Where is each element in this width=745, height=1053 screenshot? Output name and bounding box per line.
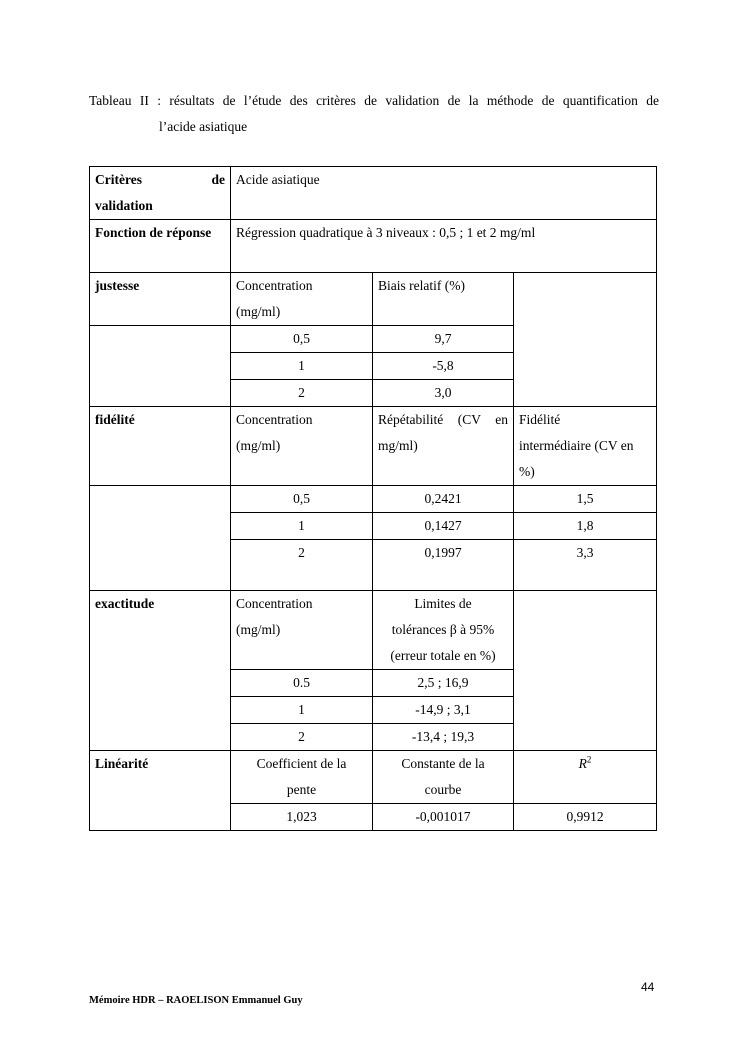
exactitude-header-row [90,591,657,670]
justesse-bias-header: Biais relatif (%) [373,273,514,326]
justesse-empty-cell [514,273,657,407]
linearite-intercept-header-line1: Constante de la [401,756,485,771]
linearite-header-row [90,751,657,804]
fidelite-inter-header-line2: intermédiaire (CV en [519,438,634,453]
justesse-conc-value: 2 [231,380,373,407]
linearite-intercept-value: -0,001017 [373,804,514,831]
exactitude-limits-header [373,591,514,670]
criteria-header-word2: de [211,172,225,187]
exactitude-conc-header [231,591,373,670]
criteria-header-word3: validation [95,198,153,213]
exactitude-limits-header-line2: tolérances β à 95% [391,622,495,637]
exactitude-limits-value: -13,4 ; 19,3 [373,724,514,751]
fidelite-label: fidélité [90,407,231,486]
r2-exponent: 2 [586,754,592,765]
fidelite-repeat-value: 0,1427 [373,513,514,540]
fidelite-conc-value: 1 [231,513,373,540]
exactitude-limits-value: -14,9 ; 3,1 [373,697,514,724]
caption-line-2: l’acide asiatique [159,119,248,134]
linearite-r2-value: 0,9912 [514,804,657,831]
linearite-r2-header [514,751,657,804]
justesse-bias-value: 9,7 [373,326,514,353]
justesse-conc-header-line1: Concentration [236,278,313,293]
justesse-conc-value: 0,5 [231,326,373,353]
fidelite-repeat-header-line2: mg/ml) [378,438,418,453]
exactitude-conc-value: 2 [231,724,373,751]
exactitude-limits-header-line1: Limites de [414,596,472,611]
justesse-label-spacer [90,326,231,407]
exactitude-label: exactitude [90,591,231,751]
fidelite-conc-value: 2 [231,540,373,591]
linearite-intercept-header-line2: courbe [424,782,462,797]
justesse-conc-header-line2: (mg/ml) [236,304,281,319]
linearite-slope-header-line2: pente [286,782,317,797]
linearite-label: Linéarité [90,751,231,831]
footer-text: Mémoire HDR – RAOELISON Emmanuel Guy [89,995,303,1006]
response-function-value: Régression quadratique à 3 niveaux : 0,5 ; 1 et 2 mg/ml [231,220,657,273]
fidelite-label-spacer [90,486,231,591]
r2-symbol: R [578,756,587,771]
justesse-bias-value: 3,0 [373,380,514,407]
exactitude-conc-header-line2: (mg/ml) [236,622,281,637]
fidelite-repeat-value: 0,2421 [373,486,514,513]
justesse-header-row [90,273,657,326]
page-number: 44 [641,980,655,994]
criteria-header-cell [90,167,231,220]
fidelite-repeat-header-line1: Répétabilité (CV en [378,412,508,427]
justesse-label: justesse [90,273,231,326]
response-function-row [90,220,657,273]
criteria-header-word1: Critères [95,172,142,187]
exactitude-limits-header-line3: (erreur totale en %) [390,648,496,663]
fidelite-conc-value: 0,5 [231,486,373,513]
fidelite-inter-header-line3: %) [519,464,535,479]
linearite-slope-value: 1,023 [231,804,373,831]
fidelite-inter-header [514,407,657,486]
fidelite-inter-value: 3,3 [514,540,657,591]
caption-line-1: Tableau II : résultats de l’étude des critères de validation de la méthode de quantification de [89,93,659,108]
linearite-slope-header-line1: Coefficient de la [256,756,347,771]
validation-results-table [89,166,657,831]
linearite-intercept-header [373,751,514,804]
exactitude-empty-cell [514,591,657,751]
fidelite-repeat-header [373,407,514,486]
fidelite-conc-header-line1: Concentration [236,412,313,427]
response-function-label: Fonction de réponse [90,220,231,273]
table-row [90,486,657,513]
exactitude-conc-value: 1 [231,697,373,724]
fidelite-conc-header [231,407,373,486]
justesse-bias-value: -5,8 [373,353,514,380]
fidelite-conc-header-line2: (mg/ml) [236,438,281,453]
exactitude-limits-value: 2,5 ; 16,9 [373,670,514,697]
fidelite-inter-value: 1,8 [514,513,657,540]
exactitude-conc-value: 0.5 [231,670,373,697]
table-caption [89,88,659,140]
fidelite-header-row [90,407,657,486]
header-row [90,167,657,220]
substance-header-cell: Acide asiatique [231,167,657,220]
exactitude-conc-header-line1: Concentration [236,596,313,611]
fidelite-inter-header-line1: Fidélité [519,412,561,427]
fidelite-repeat-value: 0,1997 [373,540,514,591]
justesse-conc-value: 1 [231,353,373,380]
linearite-slope-header [231,751,373,804]
fidelite-inter-value: 1,5 [514,486,657,513]
justesse-conc-header [231,273,373,326]
